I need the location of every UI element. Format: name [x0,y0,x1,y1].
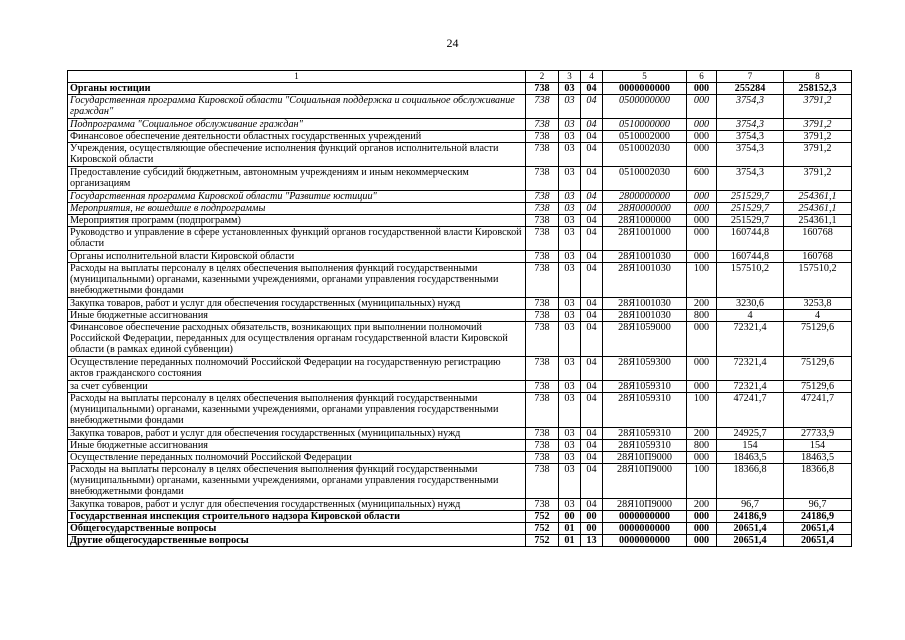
grbs-code-cell: 738 [526,215,559,227]
amount-year1-cell: 72321,4 [717,322,784,357]
table-row [68,83,852,95]
expense-type-cell: 000 [687,357,717,381]
expense-type-cell: 800 [687,440,717,452]
grbs-code-cell: 752 [526,511,559,523]
amount-year1-cell: 251529,7 [717,191,784,203]
header-cell: 1 [68,71,526,83]
row-name-cell: Государственная программа Кировской области "Социальная поддержка и социальное обслуживание граждан" [68,95,526,119]
subsection-cell: 04 [581,143,603,167]
table-row [68,191,852,203]
table-row [68,203,852,215]
budget-table [67,70,852,547]
row-name-cell: Руководство и управление в сфере установленных функций органов государственной власти Кировской области [68,227,526,251]
row-name-cell: Общегосударственные вопросы [68,523,526,535]
amount-year2-cell: 75129,6 [784,357,852,381]
section-cell: 03 [559,298,581,310]
subsection-cell: 04 [581,464,603,499]
expense-type-cell: 000 [687,511,717,523]
expense-type-cell: 000 [687,191,717,203]
target-article-cell: 28Я10П9000 [603,452,687,464]
target-article-cell: 0000000000 [603,535,687,547]
table-row [68,440,852,452]
grbs-code-cell: 738 [526,251,559,263]
table-row [68,310,852,322]
grbs-code-cell: 738 [526,298,559,310]
grbs-code-cell: 738 [526,227,559,251]
amount-year1-cell: 4 [717,310,784,322]
amount-year2-cell: 3791,2 [784,167,852,191]
target-article-cell: 28Я1001030 [603,263,687,298]
expense-type-cell: 000 [687,83,717,95]
section-cell: 01 [559,535,581,547]
amount-year2-cell: 75129,6 [784,381,852,393]
amount-year2-cell: 254361,1 [784,203,852,215]
row-name-cell: Мероприятия программ (подпрограмм) [68,215,526,227]
target-article-cell: 28Я1000000 [603,215,687,227]
section-cell: 03 [559,143,581,167]
amount-year2-cell: 254361,1 [784,191,852,203]
target-article-cell: 0000000000 [603,511,687,523]
row-name-cell: Закупка товаров, работ и услуг для обеспечения государственных (муниципальных) нужд [68,428,526,440]
expense-type-cell: 000 [687,119,717,131]
expense-type-cell: 000 [687,322,717,357]
amount-year1-cell: 72321,4 [717,381,784,393]
row-name-cell: Органы исполнительной власти Кировской области [68,251,526,263]
target-article-cell: 28Я1059310 [603,440,687,452]
section-cell: 03 [559,215,581,227]
amount-year1-cell: 24925,7 [717,428,784,440]
amount-year1-cell: 251529,7 [717,203,784,215]
section-cell: 03 [559,357,581,381]
amount-year1-cell: 154 [717,440,784,452]
row-name-cell: Осуществление переданных полномочий Российской Федерации на государственную регистрацию актов гражданского состояния [68,357,526,381]
amount-year2-cell: 27733,9 [784,428,852,440]
target-article-cell: 0510002000 [603,131,687,143]
table-row [68,322,852,357]
grbs-code-cell: 738 [526,143,559,167]
table-row [68,131,852,143]
row-name-cell: Иные бюджетные ассигнования [68,310,526,322]
section-cell: 03 [559,310,581,322]
table-row [68,119,852,131]
subsection-cell: 04 [581,119,603,131]
table-row [68,167,852,191]
table-row [68,227,852,251]
section-cell: 03 [559,499,581,511]
grbs-code-cell: 738 [526,119,559,131]
subsection-cell: 04 [581,310,603,322]
section-cell: 03 [559,440,581,452]
amount-year1-cell: 160744,8 [717,227,784,251]
grbs-code-cell: 738 [526,310,559,322]
table-row [68,381,852,393]
subsection-cell: 00 [581,523,603,535]
expense-type-cell: 000 [687,203,717,215]
amount-year2-cell: 47241,7 [784,393,852,428]
section-cell: 03 [559,452,581,464]
target-article-cell: 0500000000 [603,95,687,119]
amount-year1-cell: 3230,6 [717,298,784,310]
expense-type-cell: 800 [687,310,717,322]
grbs-code-cell: 738 [526,131,559,143]
grbs-code-cell: 738 [526,263,559,298]
expense-type-cell: 100 [687,263,717,298]
section-cell: 03 [559,263,581,298]
amount-year1-cell: 157510,2 [717,263,784,298]
page-number: 24 [446,36,459,50]
target-article-cell: 28Я1059310 [603,428,687,440]
amount-year2-cell: 75129,6 [784,322,852,357]
target-article-cell: 28Я1059300 [603,357,687,381]
subsection-cell: 04 [581,381,603,393]
grbs-code-cell: 752 [526,523,559,535]
table-row [68,143,852,167]
target-article-cell: 0510002030 [603,143,687,167]
row-name-cell: Иные бюджетные ассигнования [68,440,526,452]
table-row [68,499,852,511]
expense-type-cell: 000 [687,131,717,143]
header-cell: 6 [687,71,717,83]
target-article-cell: 28Я1001000 [603,227,687,251]
section-cell: 03 [559,393,581,428]
table-row [68,215,852,227]
expense-type-cell: 000 [687,143,717,167]
target-article-cell: 28Я10П9000 [603,464,687,499]
amount-year2-cell: 3791,2 [784,143,852,167]
target-article-cell: 0000000000 [603,83,687,95]
table-row [68,263,852,298]
expense-type-cell: 200 [687,428,717,440]
row-name-cell: Финансовое обеспечение расходных обязательств, возникающих при выполнении полномочий Российской Федерации, переданных для осуществления органам государственной власти Кировской области (в рамках единой субвенции) [68,322,526,357]
subsection-cell: 13 [581,535,603,547]
amount-year2-cell: 18463,5 [784,452,852,464]
subsection-cell: 04 [581,227,603,251]
table-body [68,71,852,547]
subsection-cell: 04 [581,167,603,191]
amount-year2-cell: 20651,4 [784,523,852,535]
amount-year2-cell: 160768 [784,227,852,251]
row-name-cell: Осуществление переданных полномочий Российской Федерации [68,452,526,464]
amount-year1-cell: 3754,3 [717,167,784,191]
grbs-code-cell: 738 [526,499,559,511]
row-name-cell: Органы юстиции [68,83,526,95]
row-name-cell: Финансовое обеспечение деятельности областных государственных учреждений [68,131,526,143]
amount-year1-cell: 160744,8 [717,251,784,263]
row-name-cell: Государственная инспекция строительного надзора Кировской области [68,511,526,523]
amount-year2-cell: 18366,8 [784,464,852,499]
table-row [68,298,852,310]
grbs-code-cell: 738 [526,83,559,95]
header-cell: 2 [526,71,559,83]
grbs-code-cell: 738 [526,381,559,393]
grbs-code-cell: 738 [526,464,559,499]
grbs-code-cell: 738 [526,357,559,381]
section-cell: 00 [559,511,581,523]
subsection-cell: 04 [581,203,603,215]
row-name-cell: Расходы на выплаты персоналу в целях обеспечения выполнения функций государственными (муниципальными) органами, казенными учреждениями, органами управления государственными внебюджетными фондами [68,464,526,499]
target-article-cell: 28Я0000000 [603,203,687,215]
header-row [68,71,852,83]
subsection-cell: 04 [581,83,603,95]
amount-year2-cell: 154 [784,440,852,452]
grbs-code-cell: 738 [526,393,559,428]
section-cell: 03 [559,227,581,251]
table-row [68,511,852,523]
target-article-cell: 28Я1059310 [603,393,687,428]
table-row [68,251,852,263]
section-cell: 03 [559,191,581,203]
subsection-cell: 04 [581,499,603,511]
subsection-cell: 04 [581,251,603,263]
subsection-cell: 04 [581,440,603,452]
amount-year1-cell: 20651,4 [717,523,784,535]
subsection-cell: 04 [581,95,603,119]
amount-year2-cell: 96,7 [784,499,852,511]
section-cell: 03 [559,428,581,440]
table-row [68,95,852,119]
row-name-cell: Расходы на выплаты персоналу в целях обеспечения выполнения функций государственными (муниципальными) органами, казенными учреждениями, органами управления государственными внебюджетными фондами [68,393,526,428]
section-cell: 03 [559,95,581,119]
section-cell: 03 [559,381,581,393]
target-article-cell: 28Я10П9000 [603,499,687,511]
grbs-code-cell: 738 [526,322,559,357]
subsection-cell: 00 [581,511,603,523]
amount-year1-cell: 3754,3 [717,131,784,143]
header-cell: 3 [559,71,581,83]
amount-year2-cell: 20651,4 [784,535,852,547]
amount-year1-cell: 18463,5 [717,452,784,464]
amount-year1-cell: 3754,3 [717,143,784,167]
expense-type-cell: 600 [687,167,717,191]
grbs-code-cell: 738 [526,428,559,440]
amount-year1-cell: 18366,8 [717,464,784,499]
amount-year2-cell: 157510,2 [784,263,852,298]
section-cell: 03 [559,83,581,95]
row-name-cell: Учреждения, осуществляющие обеспечение исполнения функций органов исполнительной власти Кировской области [68,143,526,167]
subsection-cell: 04 [581,298,603,310]
amount-year2-cell: 3253,8 [784,298,852,310]
grbs-code-cell: 752 [526,535,559,547]
amount-year1-cell: 3754,3 [717,119,784,131]
subsection-cell: 04 [581,215,603,227]
amount-year1-cell: 96,7 [717,499,784,511]
expense-type-cell: 000 [687,535,717,547]
table-row [68,452,852,464]
section-cell: 03 [559,251,581,263]
target-article-cell: 2800000000 [603,191,687,203]
subsection-cell: 04 [581,263,603,298]
expense-type-cell: 000 [687,523,717,535]
amount-year2-cell: 3791,2 [784,119,852,131]
target-article-cell: 28Я1001030 [603,298,687,310]
row-name-cell: Закупка товаров, работ и услуг для обеспечения государственных (муниципальных) нужд [68,298,526,310]
grbs-code-cell: 738 [526,452,559,464]
row-name-cell: Мероприятия, не вошедшие в подпрограммы [68,203,526,215]
amount-year2-cell: 4 [784,310,852,322]
table-row [68,428,852,440]
target-article-cell: 0000000000 [603,523,687,535]
expense-type-cell: 200 [687,499,717,511]
amount-year2-cell: 254361,1 [784,215,852,227]
grbs-code-cell: 738 [526,203,559,215]
row-name-cell: Подпрограмма "Социальное обслуживание граждан" [68,119,526,131]
amount-year1-cell: 47241,7 [717,393,784,428]
amount-year1-cell: 72321,4 [717,357,784,381]
target-article-cell: 28Я1001030 [603,251,687,263]
header-cell: 7 [717,71,784,83]
grbs-code-cell: 738 [526,191,559,203]
row-name-cell: Расходы на выплаты персоналу в целях обеспечения выполнения функций государственными (муниципальными) органами, казенными учреждениями, органами управления государственными внебюджетными фондами [68,263,526,298]
expense-type-cell: 100 [687,464,717,499]
row-name-cell: Другие общегосударственные вопросы [68,535,526,547]
subsection-cell: 04 [581,357,603,381]
target-article-cell: 28Я1059000 [603,322,687,357]
table-row [68,464,852,499]
section-cell: 03 [559,119,581,131]
amount-year1-cell: 251529,7 [717,215,784,227]
grbs-code-cell: 738 [526,440,559,452]
row-name-cell: Закупка товаров, работ и услуг для обеспечения государственных (муниципальных) нужд [68,499,526,511]
section-cell: 01 [559,523,581,535]
expense-type-cell: 000 [687,95,717,119]
table-row [68,393,852,428]
table-row [68,523,852,535]
amount-year1-cell: 3754,3 [717,95,784,119]
row-name-cell: Предоставление субсидий бюджетным, автономным учреждениям и иным некоммерческим организациям [68,167,526,191]
expense-type-cell: 000 [687,215,717,227]
subsection-cell: 04 [581,191,603,203]
expense-type-cell: 000 [687,452,717,464]
section-cell: 03 [559,203,581,215]
table-row [68,357,852,381]
target-article-cell: 28Я1059310 [603,381,687,393]
expense-type-cell: 200 [687,298,717,310]
subsection-cell: 04 [581,393,603,428]
target-article-cell: 28Я1001030 [603,310,687,322]
amount-year2-cell: 3791,2 [784,95,852,119]
subsection-cell: 04 [581,131,603,143]
expense-type-cell: 000 [687,227,717,251]
section-cell: 03 [559,167,581,191]
header-cell: 5 [603,71,687,83]
amount-year1-cell: 24186,9 [717,511,784,523]
header-cell: 8 [784,71,852,83]
header-cell: 4 [581,71,603,83]
grbs-code-cell: 738 [526,167,559,191]
amount-year2-cell: 258152,3 [784,83,852,95]
expense-type-cell: 000 [687,251,717,263]
subsection-cell: 04 [581,452,603,464]
table-row [68,535,852,547]
section-cell: 03 [559,322,581,357]
amount-year2-cell: 24186,9 [784,511,852,523]
row-name-cell: за счет субвенции [68,381,526,393]
amount-year1-cell: 255284 [717,83,784,95]
target-article-cell: 0510000000 [603,119,687,131]
amount-year2-cell: 160768 [784,251,852,263]
subsection-cell: 04 [581,322,603,357]
amount-year1-cell: 20651,4 [717,535,784,547]
amount-year2-cell: 3791,2 [784,131,852,143]
section-cell: 03 [559,464,581,499]
section-cell: 03 [559,131,581,143]
target-article-cell: 0510002030 [603,167,687,191]
subsection-cell: 04 [581,428,603,440]
expense-type-cell: 000 [687,381,717,393]
grbs-code-cell: 738 [526,95,559,119]
row-name-cell: Государственная программа Кировской области "Развитие юстиции" [68,191,526,203]
expense-type-cell: 100 [687,393,717,428]
